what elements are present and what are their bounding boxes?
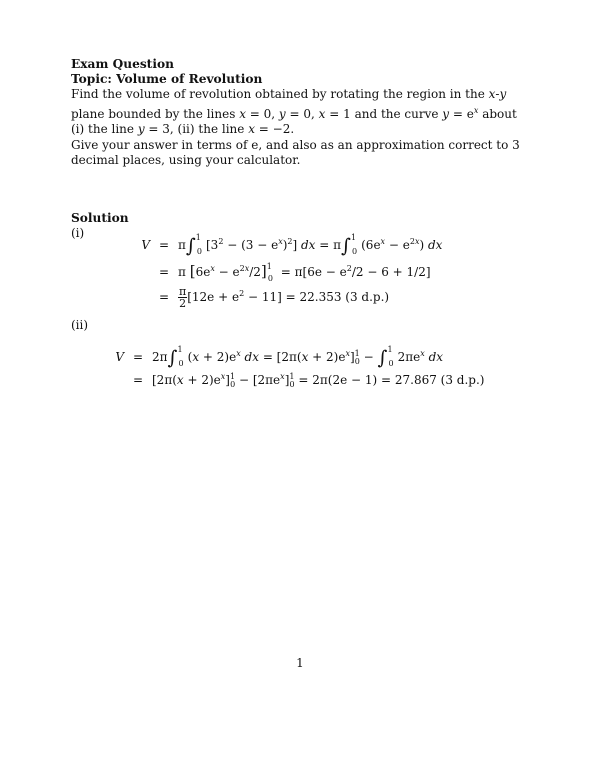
question-line-3: (i) the line y = 3, (ii) the line x = −2. (71, 122, 295, 137)
exam-title: Exam Question (71, 57, 174, 71)
page-number: 1 (296, 656, 304, 670)
question-line-4: Give your answer in terms of e, and also as an approximation correct to 3 (71, 137, 520, 152)
question-line-2: plane bounded by the lines x = 0, y = 0, x = 1 and the curve $y = e^x$ about (71, 105, 517, 121)
part-i-equation-1: V = π∫$^1_0$ $[3^2 - (3 - e^x)^2]$ dx = π∫$^1_0$ $(6e^x - e^{2x})$ dx (141, 233, 443, 257)
solution-heading: Solution (71, 210, 129, 225)
question-line-1: Find the volume of revolution obtained by rotating the region in the x-y (71, 87, 507, 101)
part-ii-equation-1: V = 2π∫$^1_0$ $(x + 2)e^x$ dx = $[2\pi(x + 2)e^x]^1_0 - \int^1_0$ $2\pi e^x$ dx (115, 345, 444, 369)
part-i-label: (i) (71, 225, 85, 240)
part-i-equation-3: = $\frac{\pi}{2}$ $[12e + e^2 - 11] = 22.353$ (3 d.p.) (158, 285, 390, 310)
topic-title: Topic: Volume of Revolution (71, 72, 263, 86)
part-ii-equation-2: = $[2\pi(x + 2)e^x]^1_0 - [2\pi e^x]^1_0 = 2\pi(2e - 1) = 27.867$ (3 d.p.) (132, 372, 485, 390)
part-ii-result: 27.867 (3 d.p.) (394, 373, 485, 387)
document-body (71, 57, 531, 241)
part-ii-label: (ii) (71, 318, 89, 332)
part-i-result: 22.353 (3 d.p.) (299, 290, 390, 304)
part-i-equation-2: = π $[6e^x - e^{2x}/2]^1_0 = \pi[6e - e^2/2 - 6 + 1/2]$ (158, 262, 431, 283)
question-text (71, 87, 531, 169)
question-line-5: decimal places, using your calculator. (71, 153, 301, 168)
